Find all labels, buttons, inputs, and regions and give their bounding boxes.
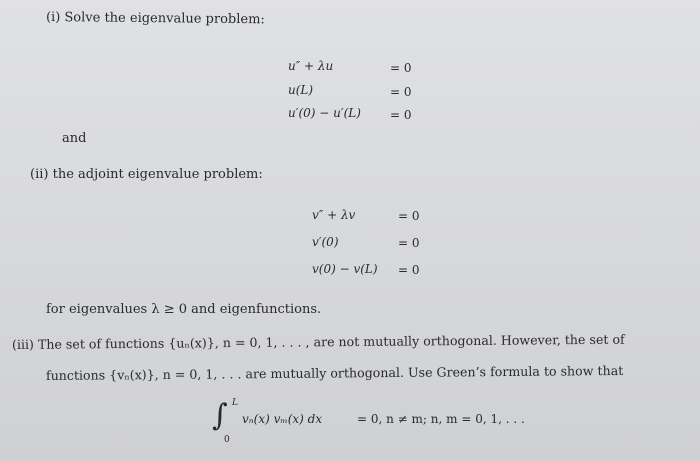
- eq-i-3-lhs: u′(0) − u′(L): [288, 106, 361, 120]
- eq-ii-2-lhs: v′(0): [312, 235, 339, 249]
- connector-and: and: [62, 131, 87, 146]
- integral-lower-limit: 0: [224, 435, 230, 445]
- eigen-note: for eigenvalues λ ≥ 0 and eigenfunctions.: [46, 302, 322, 317]
- eq-i-3-rhs: = 0: [390, 108, 412, 122]
- eq-ii-1-lhs: v″ + λv: [312, 208, 356, 222]
- eq-i-1-rhs: = 0: [390, 61, 412, 75]
- integrand: vₙ(x) vₘ(x) dx: [242, 412, 323, 426]
- integral-sign-icon: ∫: [212, 398, 228, 433]
- eq-ii-2-rhs: = 0: [398, 236, 420, 250]
- integral-result: = 0, n ≠ m; n, m = 0, 1, . . .: [357, 412, 525, 426]
- eq-ii-3-rhs: = 0: [398, 263, 420, 277]
- eq-i-2-lhs: u(L): [288, 83, 314, 97]
- part-iii-line2: functions {vₙ(x)}, n = 0, 1, . . . are mutually orthogonal. Use Green’s formula to show that: [45, 362, 624, 383]
- part-i-heading: (i) Solve the eigenvalue problem:: [45, 10, 265, 28]
- eq-ii-3-lhs: v(0) − v(L): [312, 262, 378, 276]
- eq-i-1-lhs: u″ + λu: [288, 59, 334, 73]
- integral-upper-limit: L: [232, 398, 238, 408]
- eq-i-2-rhs: = 0: [390, 85, 412, 99]
- part-ii-heading: (ii) the adjoint eigenvalue problem:: [30, 167, 263, 182]
- part-iii-line1: (iii) The set of functions {uₙ(x)}, n = 0, 1, . . . , are not mutually orthogonal. However, the set of: [11, 331, 625, 352]
- eq-ii-1-rhs: = 0: [398, 209, 420, 223]
